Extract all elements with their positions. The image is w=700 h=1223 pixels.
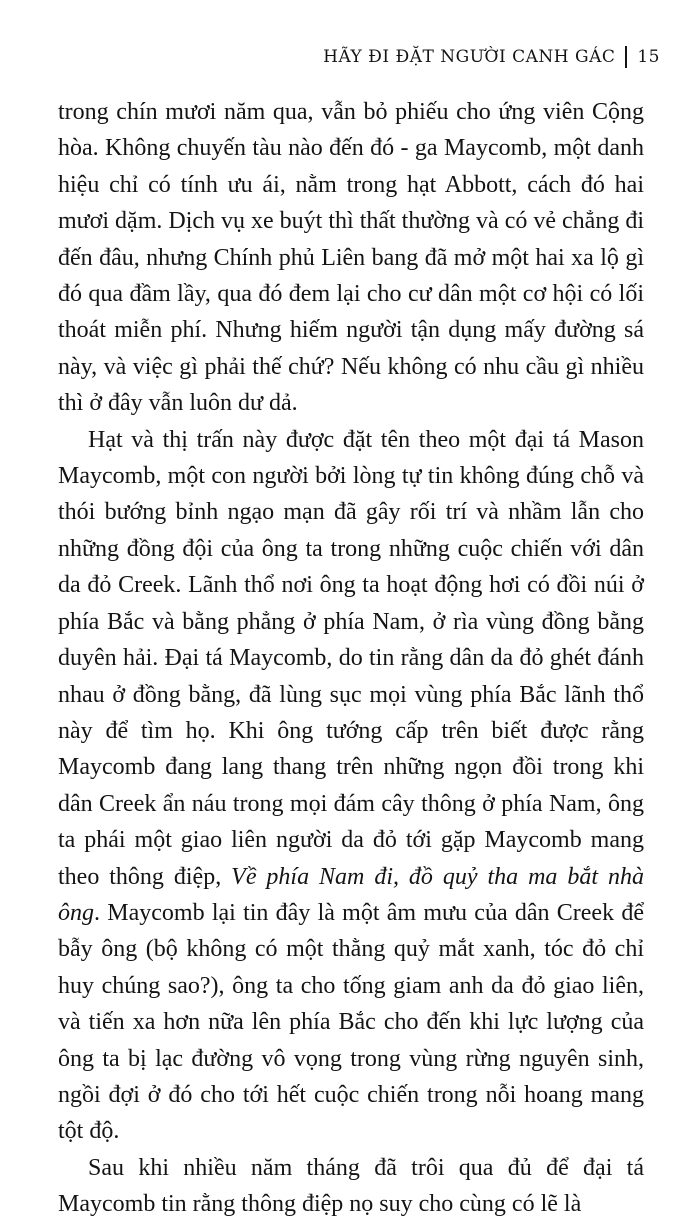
paragraph-2-text-b: . Maycomb lại tin đây là một âm mưu của dân Creek để bẫy ông (bộ không có một thằng quỷ mắt xanh, tóc đỏ chỉ huy chúng sao?), ông ta cho tống giam anh da đỏ giao liên, và tiến xa hơn nữa lên phía Bắc cho đến khi lực lượng của ông ta bị lạc đường vô vọng trong vùng rừng nguyên sinh, ngồi đợi ở đó cho tới hết cuộc chiến trong nỗi hoang mang tột độ. bbox=[58, 899, 644, 1145]
running-header bbox=[323, 46, 660, 68]
paragraph-2 bbox=[58, 422, 644, 1150]
paragraph-1: trong chín mươi năm qua, vẫn bỏ phiếu cho ứng viên Cộng hòa. Không chuyến tàu nào đến đó - ga Maycomb, một danh hiệu chỉ có tính ưu ái, nằm trong hạt Abbott, cách đó hai mươi dặm. Dịch vụ xe buýt thì thất thường và có vẻ chẳng đi đến đâu, nhưng Chính phủ Liên bang đã mở một hai xa lộ gì đó qua đầm lầy, qua đó đem lại cho cư dân một cơ hội có lối thoát miễn phí. Nhưng hiếm người tận dụng mấy đường sá này, và việc gì phải thế chứ? Nếu không có nhu cầu gì nhiều thì ở đây vẫn luôn dư dả. bbox=[58, 99, 644, 417]
page-number: 15 bbox=[637, 47, 660, 67]
paragraph-2-italic-message: Về phía Nam đi, đồ quỷ tha ma bắt nhà ông bbox=[58, 863, 644, 926]
paragraph-2-text-a: Hạt và thị trấn này được đặt tên theo một đại tá Mason Maycomb, một con người bởi lòng tự tin không đúng chỗ và thói bướng bỉnh ngạo mạn đã gây rối trí và nhầm lẫn cho những đồng đội của ông ta trong những cuộc chiến với dân da đỏ Creek. Lãnh thổ nơi ông ta hoạt động hơi có đồi núi ở phía Bắc và bằng phẳng ở phía Nam, ở rìa vùng đồng bằng duyên hải. Đại tá Maycomb, do tin rằng dân da đỏ ghét đánh nhau ở đồng bằng, đã lùng sục mọi vùng phía Bắc lãnh thổ này để tìm họ. Khi ông tướng cấp trên biết được rằng Maycomb đang lang thang trên những ngọn đồi trong khi dân Creek ẩn náu trong mọi đám cây thông ở phía Nam, ông ta phái một giao liên người da đỏ tới gặp Maycomb mang theo thông điệp, bbox=[58, 426, 644, 890]
body-text bbox=[58, 94, 644, 1223]
header-separator bbox=[625, 46, 627, 68]
chapter-title: HÃY ĐI ĐẶT NGƯỜI CANH GÁC bbox=[323, 47, 616, 67]
paragraph-3: Sau khi nhiều năm tháng đã trôi qua đủ để đại tá Maycomb tin rằng thông điệp nọ suy cho cùng có lẽ là bbox=[58, 1154, 644, 1218]
